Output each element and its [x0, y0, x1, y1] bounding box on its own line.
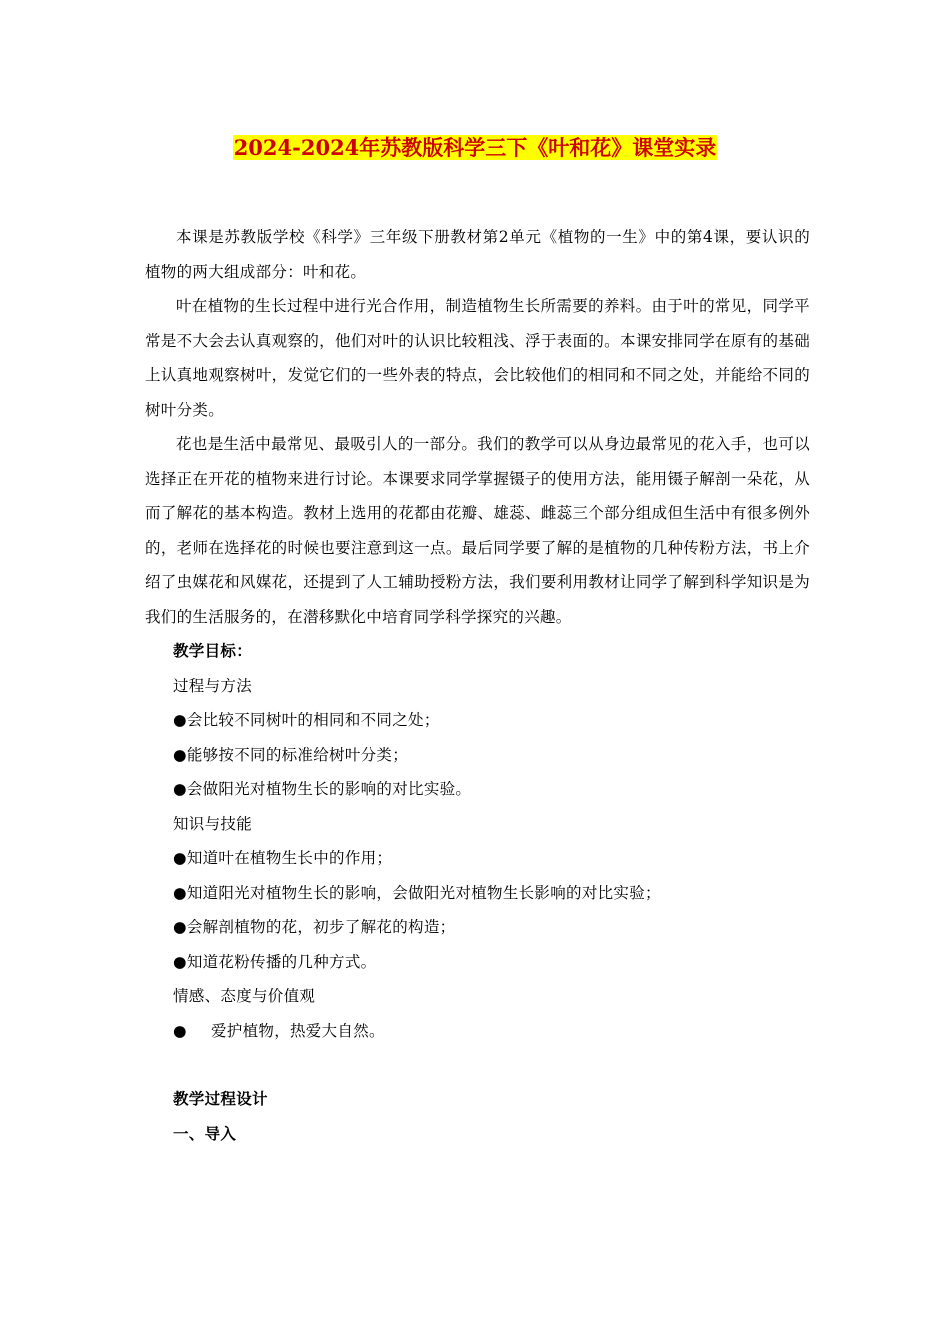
bullet-icon: ● [173, 1021, 187, 1040]
spacer [145, 1048, 810, 1082]
list-item: ●会做阳光对植物生长的影响的对比实验。 [173, 780, 472, 798]
document-body [145, 220, 810, 1151]
list-item [145, 1014, 810, 1049]
knowledge-skill-heading: 知识与技能 [173, 814, 253, 833]
intro-paragraph-2: 叶在植物的生长过程中进行光合作用，制造植物生长所需要的养料。由于叶的常见，同学平常是不大会去认真观察的，他们对叶的认识比较粗浅、浮于表面的。本课安排同学在原有的基础上认真地观察树叶，发觉它们的一些外表的特点，会比较他们的相同和不同之处，并能给不同的树叶分类。 [145, 297, 810, 419]
process-design-heading: 教学过程设计 [173, 1089, 268, 1108]
list-item: ●知道阳光对植物生长的影响，会做阳光对植物生长影响的对比实验； [173, 883, 661, 902]
intro-paragraph-1: 本课是苏教版学校《科学》三年级下册教材第2单元《植物的一生》中的第4课，要认识的植物的两大组成部分：叶和花。 [145, 228, 810, 281]
section-heading-intro: 一、导入 [173, 1123, 237, 1143]
title-highlight: 2024-2024年苏教版科学三下《叶和花》课堂实录 [233, 135, 717, 160]
document-title [0, 132, 950, 164]
list-item: ●知道叶在植物生长中的作用； [173, 849, 393, 867]
list-item-text: 爱护植物，热爱大自然。 [211, 1021, 385, 1040]
objectives-heading: 教学目标： [173, 641, 253, 660]
process-method-heading: 过程与方法 [173, 676, 253, 695]
list-item: ●会比较不同树叶的相同和不同之处； [173, 711, 440, 729]
list-item: ●能够按不同的标准给树叶分类； [173, 745, 409, 764]
list-item: ●会解剖植物的花，初步了解花的构造； [173, 918, 456, 936]
intro-paragraph-3: 花也是生活中最常见、最吸引人的一部分。我们的教学可以从身边最常见的花入手，也可以选择正在开花的植物来进行讨论。本课要求同学掌握镊子的使用方法，能用镊子解剖一朵花，从而了解花的基本构造。教材上选用的花都由花瓣、雄蕊、雌蕊三个部分组成但生活中有很多例外的，老师在选择花的时候也要注意到这一点。最后同学要了解的是植物的几种传粉方法，书上介绍了虫媒花和风媒花，还提到了人工辅助授粉方法，我们要利用教材让同学了解到科学知识是为我们的生活服务的，在潜移默化中培育同学科学探究的兴趣。 [145, 435, 810, 626]
list-item: ●知道花粉传播的几种方式。 [173, 952, 377, 971]
attitude-values-heading: 情感、态度与价值观 [173, 987, 316, 1005]
